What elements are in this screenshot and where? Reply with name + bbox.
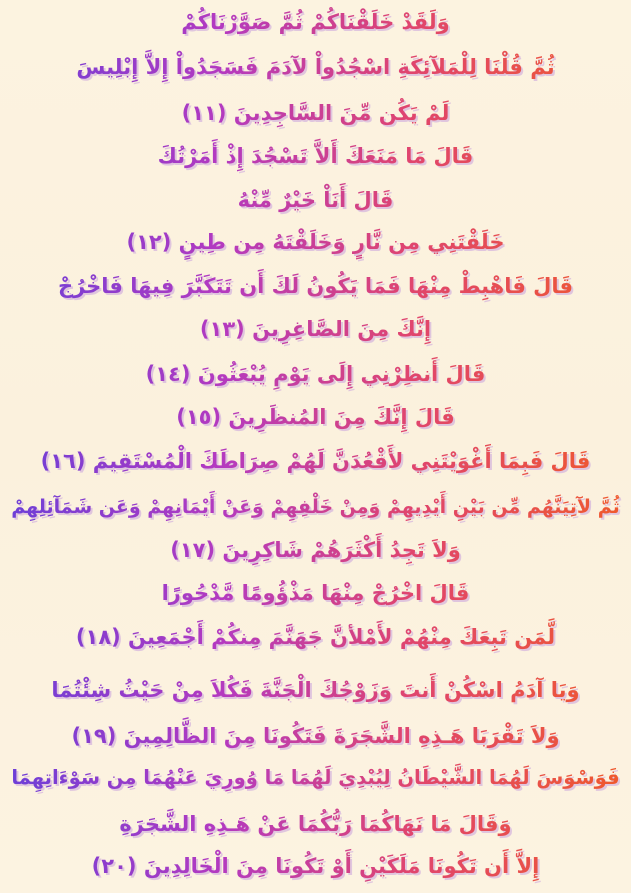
verse-line: ثُمَّ لآتِيَنَّهُم مِّن بَيْنِ أَيْدِيهِمْ وَمِنْ خَلْفِهِمْ وَعَنْ أَيْمَانِهِمْ وَعَن شَمَآئِلِهِمْ — [0, 487, 631, 527]
verse-line: لَّمَن تَبِعَكَ مِنْهُمْ لأَمْلأنَّ جَهَنَّمَ مِنكُمْ أَجْمَعِينَ (١٨) — [0, 617, 631, 657]
verse-line: إِنَّكَ مِنَ الصَّاغِرِينَ (١٣) — [0, 309, 631, 349]
verse-line: قَالَ أَنَاْ خَيْرٌ مِّنْهُ — [0, 180, 631, 220]
verse-line: قَالَ أَنظِرْنِي إِلَى يَوْمِ يُبْعَثُونَ (١٤) — [0, 354, 631, 394]
verse-line: وَيَا آدَمُ اسْكُنْ أَنتَ وَزَوْجُكَ الْجَنَّةَ فَكُلاَ مِنْ حَيْثُ شِئْتُمَا — [0, 670, 631, 710]
verse-line: وَلاَ تَقْرَبَا هَـذِهِ الشَّجَرَةَ فَتَكُونَا مِنَ الظَّالِمِينَ (١٩) — [0, 716, 631, 756]
verse-line: وَلَقَدْ خَلَقْنَاكُمْ ثُمَّ صَوَّرْنَاكُمْ — [0, 2, 631, 42]
verse-line: قَالَ اخْرُجْ مِنْهَا مَذْؤُومًا مَّدْحُورًا — [0, 573, 631, 613]
verse-line: قَالَ إِنَّكَ مِنَ المُنظَرِينَ (١٥) — [0, 397, 631, 437]
verse-line: إِلاَّ أَن تَكُونَا مَلَكَيْنِ أَوْ تَكُونَا مِنَ الْخَالِدِينَ (٢٠) — [0, 846, 631, 886]
verse-line: وَقَالَ مَا نَهَاكُمَا رَبُّكُمَا عَنْ هَـذِهِ الشَّجَرَةِ — [0, 804, 631, 844]
verse-line: لَمْ يَكُن مِّنَ السَّاجِدِينَ (١١) — [0, 93, 631, 133]
verse-line: ثُمَّ قُلْنَا لِلْمَلآئِكَةِ اسْجُدُواْ لآدَمَ فَسَجَدُواْ إِلاَّ إِبْلِيسَ — [0, 47, 631, 87]
verse-line: وَلاَ تَجِدُ أَكْثَرَهُمْ شَاكِرِينَ (١٧) — [0, 530, 631, 570]
verse-line: خَلَقْتَنِي مِن نَّارٍ وَخَلَقْتَهُ مِن طِينٍ (١٢) — [0, 222, 631, 262]
verse-line: فَوَسْوَسَ لَهُمَا الشَّيْطَانُ لِيُبْدِيَ لَهُمَا مَا وُورِيَ عَنْهُمَا مِن سَوْءَاتِهِمَا — [0, 758, 631, 798]
verse-line: قَالَ مَا مَنَعَكَ أَلاَّ تَسْجُدَ إِذْ أَمَرْتُكَ — [0, 136, 631, 176]
verse-line: قَالَ فَاهْبِطْ مِنْهَا فَمَا يَكُونُ لَكَ أَن تَتَكَبَّرَ فِيهَا فَاخْرُجْ — [0, 266, 631, 306]
verse-line: قَالَ فَبِمَا أَغْوَيْتَنِي لأَقْعُدَنَّ لَهُمْ صِرَاطَكَ الْمُسْتَقِيمَ (١٦) — [0, 441, 631, 481]
